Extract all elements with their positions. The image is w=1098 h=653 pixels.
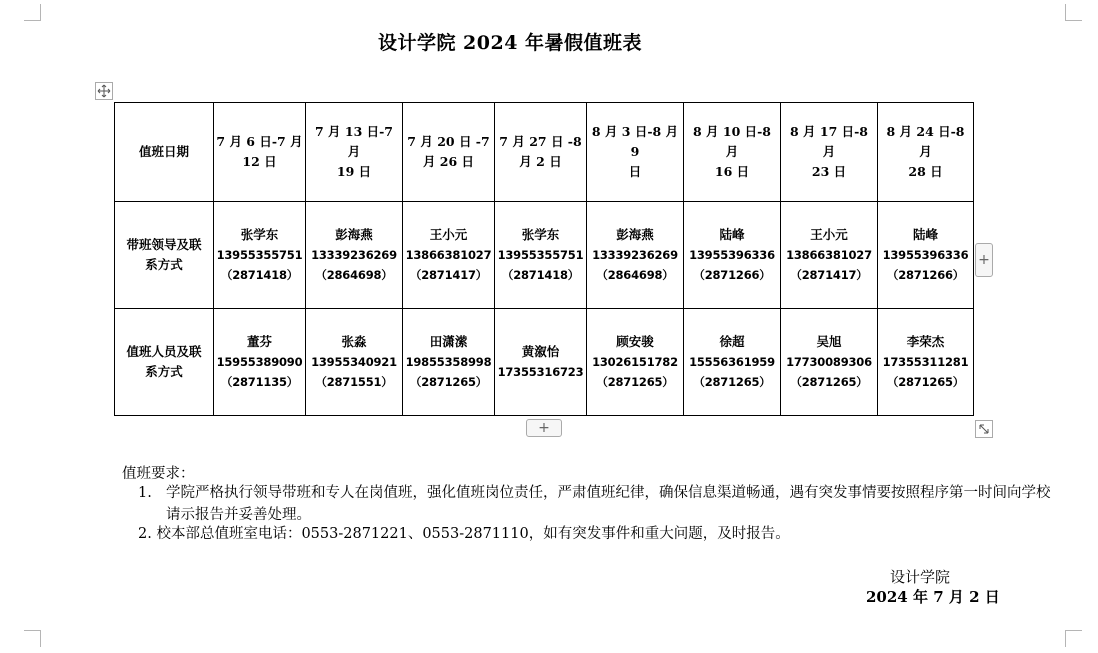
requirements-heading: 值班要求： (122, 466, 195, 482)
date-cell: 8 月 10 日-8 月 16 日 (684, 103, 781, 202)
leader-cell: 陆峰 13955396336 （2871266） (878, 202, 974, 309)
date-cell: 8 月 3 日-8 月 9 日 (587, 103, 684, 202)
requirement-item (138, 523, 790, 545)
table-resize-handle-icon[interactable] (975, 420, 993, 438)
requirement-number: 2. (138, 526, 152, 542)
document-title: 设计学院 2024 年暑假值班表 (377, 32, 643, 54)
staff-cell: 黄溆怡 17355316723 (495, 309, 587, 416)
add-row-button[interactable]: + (526, 419, 562, 437)
staff-cell: 李荣杰 17355311281 （2871265） (878, 309, 974, 416)
page-corner-mark (24, 4, 41, 21)
leader-row (115, 202, 974, 309)
requirement-number: 1. (138, 485, 152, 501)
signature-date: 2024 年 7 月 2 日 (866, 588, 1000, 606)
staff-cell: 田潇潆 19855358998 （2871265） (403, 309, 495, 416)
date-cell: 7 月 27 日 -8 月 2 日 (495, 103, 587, 202)
date-row (115, 103, 974, 202)
leader-cell: 王小元 13866381027 （2871417） (781, 202, 878, 309)
date-cell: 8 月 24 日-8 月 28 日 (878, 103, 974, 202)
leader-cell: 彭海燕 13339236269 （2864698） (587, 202, 684, 309)
leader-cell: 张学东 13955355751 （2871418） (214, 202, 306, 309)
leader-cell: 王小元 13866381027 （2871417） (403, 202, 495, 309)
page-corner-mark (24, 630, 41, 647)
requirement-text: 校本部总值班室电话：0553-2871221、0553-2871110，如有突发事件和重大问题，及时报告。 (156, 526, 790, 542)
page-corner-mark (1065, 630, 1082, 647)
date-cell: 7 月 20 日 -7 月 26 日 (403, 103, 495, 202)
leader-cell: 彭海燕 13339236269 （2864698） (306, 202, 403, 309)
leader-cell: 陆峰 13955396336 （2871266） (684, 202, 781, 309)
duty-schedule-table (114, 102, 974, 416)
leader-cell: 张学东 13955355751 （2871418） (495, 202, 587, 309)
row-header-date: 值班日期 (115, 103, 214, 202)
date-cell: 8 月 17 日-8 月 23 日 (781, 103, 878, 202)
staff-cell: 董芬 15955389090 （2871135） (214, 309, 306, 416)
signature-org: 设计学院 (890, 568, 951, 586)
staff-cell: 张淼 13955340921 （2871551） (306, 309, 403, 416)
page-corner-mark (1065, 4, 1082, 21)
date-cell: 7 月 13 日-7 月 19 日 (306, 103, 403, 202)
table-move-handle-icon[interactable] (95, 82, 113, 100)
staff-cell: 顾安骏 13026151782 （2871265） (587, 309, 684, 416)
staff-cell: 徐超 15556361959 （2871265） (684, 309, 781, 416)
row-header-staff: 值班人员及联 系方式 (115, 309, 214, 416)
add-column-button[interactable]: + (975, 243, 993, 277)
date-cell: 7 月 6 日-7 月 12 日 (214, 103, 306, 202)
staff-cell: 吴旭 17730089306 （2871265） (781, 309, 878, 416)
requirement-text: 学院严格执行领导带班和专人在岗值班，强化值班岗位责任，严肃值班纪律，确保信息渠道畅通，遇有突发事情要按照程序第一时间向学校请示报告并妥善处理。 (166, 485, 1051, 523)
row-header-leader: 带班领导及联 系方式 (115, 202, 214, 309)
staff-row (115, 309, 974, 416)
